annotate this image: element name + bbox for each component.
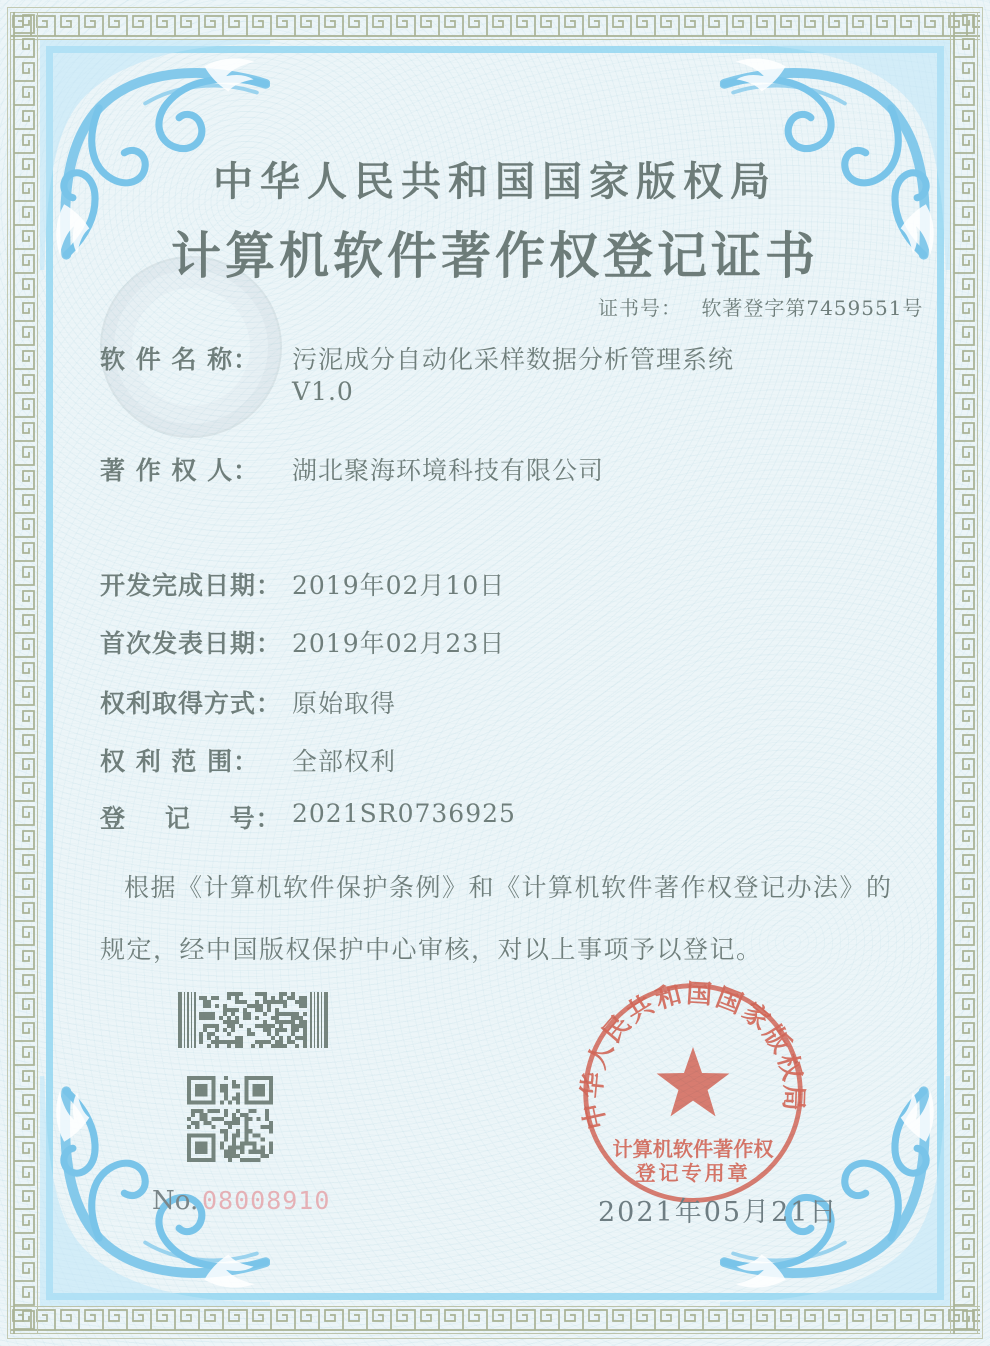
serial-prefix: No.: [152, 1186, 199, 1216]
field-value-software-version: V1.0: [292, 377, 354, 406]
field-value-copyright-owner: 湖北聚海环境科技有限公司: [292, 456, 605, 485]
issue-date: 2021年05月21日: [598, 1197, 839, 1228]
field-value-first-publish-date: 2019年02月23日: [292, 629, 506, 658]
field-value-registration-number: 2021SR0736925: [292, 799, 516, 828]
field-label-rights-scope: 权 利 范 围：: [100, 747, 260, 776]
serial-number: 08008910: [202, 1186, 331, 1215]
seal-star-icon: [657, 1047, 730, 1116]
seal-text-line2: 登记专用章: [635, 1161, 751, 1186]
statement-line-2: 规定，经中国版权保护中心审核，对以上事项予以登记。: [100, 935, 763, 964]
greek-key-border-bottom: [10, 1306, 980, 1334]
statement-line-1: 根据《计算机软件保护条例》和《计算机软件著作权登记办法》的: [124, 873, 893, 902]
greek-key-border-left: [10, 12, 38, 1334]
greek-key-border-top: [10, 12, 980, 40]
field-label-dev-complete-date: 开发完成日期：: [100, 571, 283, 600]
certificate-number-label: 证书号：: [598, 296, 682, 320]
certificate-title: 计算机软件著作权登记证书: [171, 226, 819, 285]
field-label-software-name: 软 件 名 称：: [100, 345, 260, 374]
official-seal: [578, 978, 808, 1208]
field-label-registration-number: 登 记 号：: [100, 804, 282, 833]
field-value-software-name: 污泥成分自动化采样数据分析管理系统: [292, 345, 735, 374]
barcode-2d: [178, 992, 328, 1052]
certificate-number-value: 软著登字第7459551号: [701, 296, 924, 320]
field-value-dev-complete-date: 2019年02月10日: [292, 571, 506, 600]
authority-title: 中华人民共和国国家版权局: [213, 158, 777, 205]
certificate-number-line: [598, 292, 923, 321]
seal-ring-text: 中华人民共和国国家版权局: [578, 978, 808, 1132]
field-label-first-publish-date: 首次发表日期：: [100, 629, 283, 658]
seal-text-line1: 计算机软件著作权: [612, 1137, 774, 1162]
field-value-acquisition-method: 原始取得: [292, 689, 397, 718]
qr-code: [187, 1076, 273, 1166]
greek-key-border-right: [950, 12, 978, 1334]
field-label-acquisition-method: 权利取得方式：: [100, 689, 283, 718]
field-label-copyright-owner: 著 作 权 人：: [100, 456, 260, 485]
field-value-rights-scope: 全部权利: [292, 747, 397, 776]
